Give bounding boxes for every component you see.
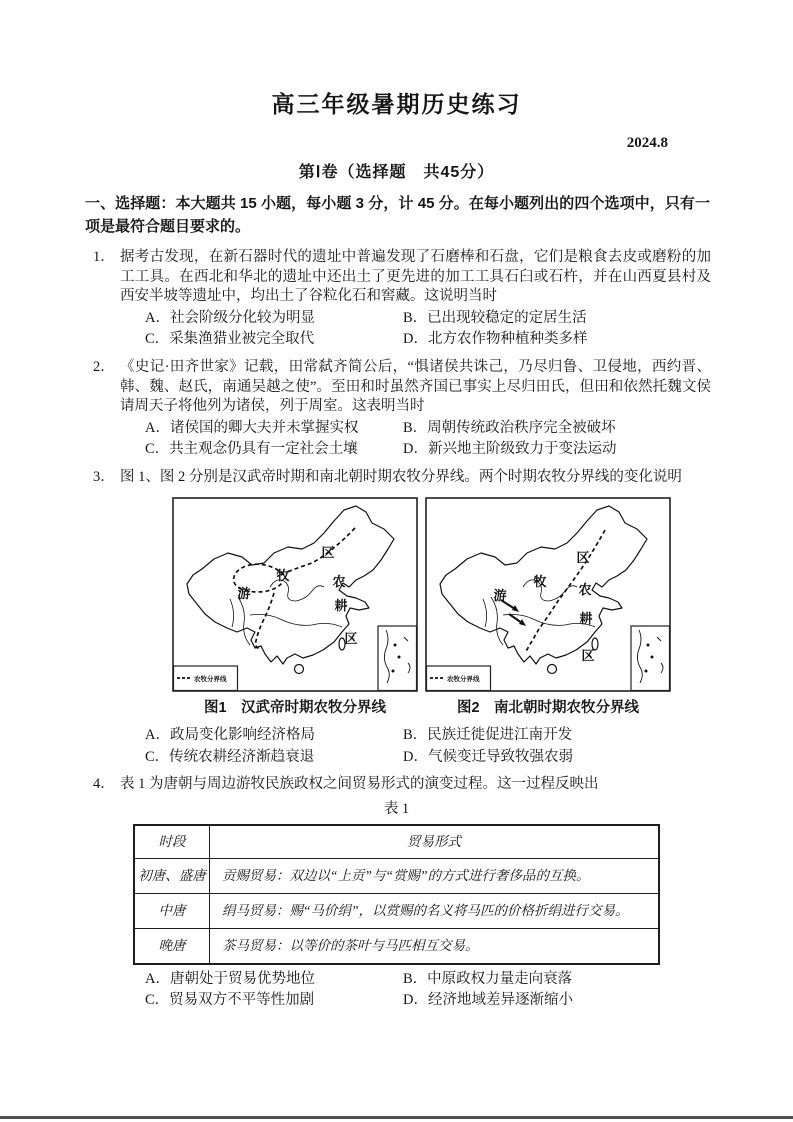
cell-period-2: 中唐 [134,893,210,928]
china-map-figure-2 [425,497,671,692]
question-1-options-row-2 [120,330,711,350]
label-nomadic-1: 游 [493,587,507,603]
question-2-stem: 《史记·田齐世家》记载，田常弑齐简公后，“惧诸侯共诛己，乃尽归鲁、卫侵地，西约晋、韩、魏、赵氏，南通吴越之使”。至田和时虽然齐国已事实上尽归田氏，但田和依然托魏文侯请周天子将他列为诸侯，列于周室。这表明当时 [120,358,711,415]
question-2-option-c: C．共主观念仍具有一定社会土壤 [145,441,358,458]
question-4-option-b: B．中原政权力量走向衰落 [403,970,573,987]
question-4-stem: 表 1 为唐朝与周边游牧民族政权之间贸易形式的演变过程。这一过程反映出 [120,776,599,793]
question-1 [93,248,711,350]
question-3-options-row-1 [120,726,711,746]
question-3-option-b: B．民族迁徙促进江南开发 [403,727,573,744]
header-period: 时段 [134,825,210,859]
question-list [93,248,711,1011]
figure-captions [172,699,711,719]
question-1-options-row-1 [120,309,711,329]
label-nomadic-3: 区 [576,549,590,565]
question-1-option-c: C．采集渔猎业被完全取代 [145,331,315,348]
trade-forms-table [133,824,660,965]
question-2-options-row-2 [120,440,711,460]
figure-row [172,497,711,692]
question-1-option-a: A．社会阶级分化较为明显 [145,309,315,326]
figure-2-caption: 图2 南北朝时期农牧分界线 [456,699,640,716]
scan-artifact-bottom-line [0,1116,793,1119]
map-legend [174,666,238,691]
map-legend [427,666,491,691]
question-3-option-d: D．气候变迁导致牧强农弱 [403,748,573,765]
question-4-option-c: C．贸易双方不平等性加剧 [145,992,315,1009]
label-farming-3: 区 [344,630,358,646]
header-trade-form: 贸易形式 [210,825,660,859]
label-farming-2: 耕 [334,597,348,613]
label-nomadic-2: 牧 [276,567,290,583]
south-china-sea-inset [378,626,417,691]
legend-label: 农牧分界线 [194,675,227,683]
table-1-wrap [133,800,660,965]
question-4-options-row-1 [120,970,711,990]
question-2-option-b: B．周朝传统政治秩序完全被破坏 [403,419,616,436]
question-2-option-a: A．诸侯国的卿大夫并未掌握实权 [145,419,359,436]
label-nomadic-3: 区 [321,544,335,560]
cell-form-1: 贡赐贸易：双边以“上贡”与“赏赐”的方式进行奢侈品的互换。 [210,858,660,893]
question-3-stem: 图 1、图 2 分别是汉武帝时期和南北朝时期农牧分界线。两个时期农牧分界线的变化说明 [120,468,682,485]
china-map-figure-2-svg [425,497,671,692]
question-1-number: 1． [93,249,115,265]
table-row [134,858,659,893]
cell-form-2: 绢马贸易：赐“马价绢”，以赏赐的名义将马匹的价格折绢进行交易。 [210,893,660,928]
label-nomadic-1: 游 [237,585,251,601]
question-3-option-a: A．政局变化影响经济格局 [145,727,315,744]
section-intro: 一、选择题：本大题共 15 小题，每小题 3 分，计 45 分。在每小题列出的四个选项中，只有一项是最符合题目要求的。 [85,195,710,235]
cell-period-3: 晚唐 [134,928,210,964]
china-map-figure-1-svg [172,497,418,692]
question-3-number: 3． [93,468,115,485]
question-2-options-row-1 [120,419,711,439]
figure-1-caption: 图1 汉武帝时期农牧分界线 [203,699,387,716]
question-3-options-row-2 [120,748,711,768]
question-4 [93,775,711,1010]
question-2 [93,358,711,460]
cell-form-3: 茶马贸易：以等价的茶叶与马匹相互交易。 [210,928,660,964]
question-4-option-d: D．经济地域差异逐渐缩小 [403,992,573,1009]
page-title: 高三年级暑期历史练习 [271,91,522,117]
label-nomadic-2: 牧 [533,573,547,589]
table-row [134,893,659,928]
label-farming-1: 农 [578,581,592,597]
cell-period-1: 初唐、盛唐 [134,858,210,893]
legend-label: 农牧分界线 [447,675,480,683]
section-header: 第Ⅰ卷（选择题 共45分） [298,164,495,181]
question-3 [93,468,711,767]
china-map-figure-1 [172,497,418,692]
question-4-option-a: A．唐朝处于贸易优势地位 [145,970,315,987]
table-row [134,928,659,964]
question-1-stem: 据考古发现，在新石器时代的遗址中普遍发现了石磨棒和石盘，它们是粮食去皮或磨粉的加工工具。在西北和华北的遗址中还出土了更先进的加工工具石臼或石杵，并在山西夏县村及西安半坡等遗址中，均出土了谷粒化石和窖藏。这说明当时 [120,249,711,305]
table-header-row [134,825,659,859]
question-3-option-c: C．传统农耕经济渐趋衰退 [145,748,315,765]
exam-date: 2024.8 [626,135,668,151]
label-farming-3: 区 [581,647,595,663]
question-4-number: 4． [93,776,115,793]
question-2-number: 2． [93,358,115,375]
label-farming-2: 耕 [579,610,593,626]
label-farming-1: 农 [332,573,346,589]
question-4-options-row-2 [120,991,711,1011]
south-china-sea-inset [631,626,670,691]
question-1-option-d: D．北方农作物种植种类多样 [403,331,588,348]
question-2-option-d: D．新兴地主阶级致力于变法运动 [403,441,617,458]
question-1-option-b: B．已出现较稳定的定居生活 [403,309,587,326]
table-1-caption: 表 1 [383,800,410,817]
